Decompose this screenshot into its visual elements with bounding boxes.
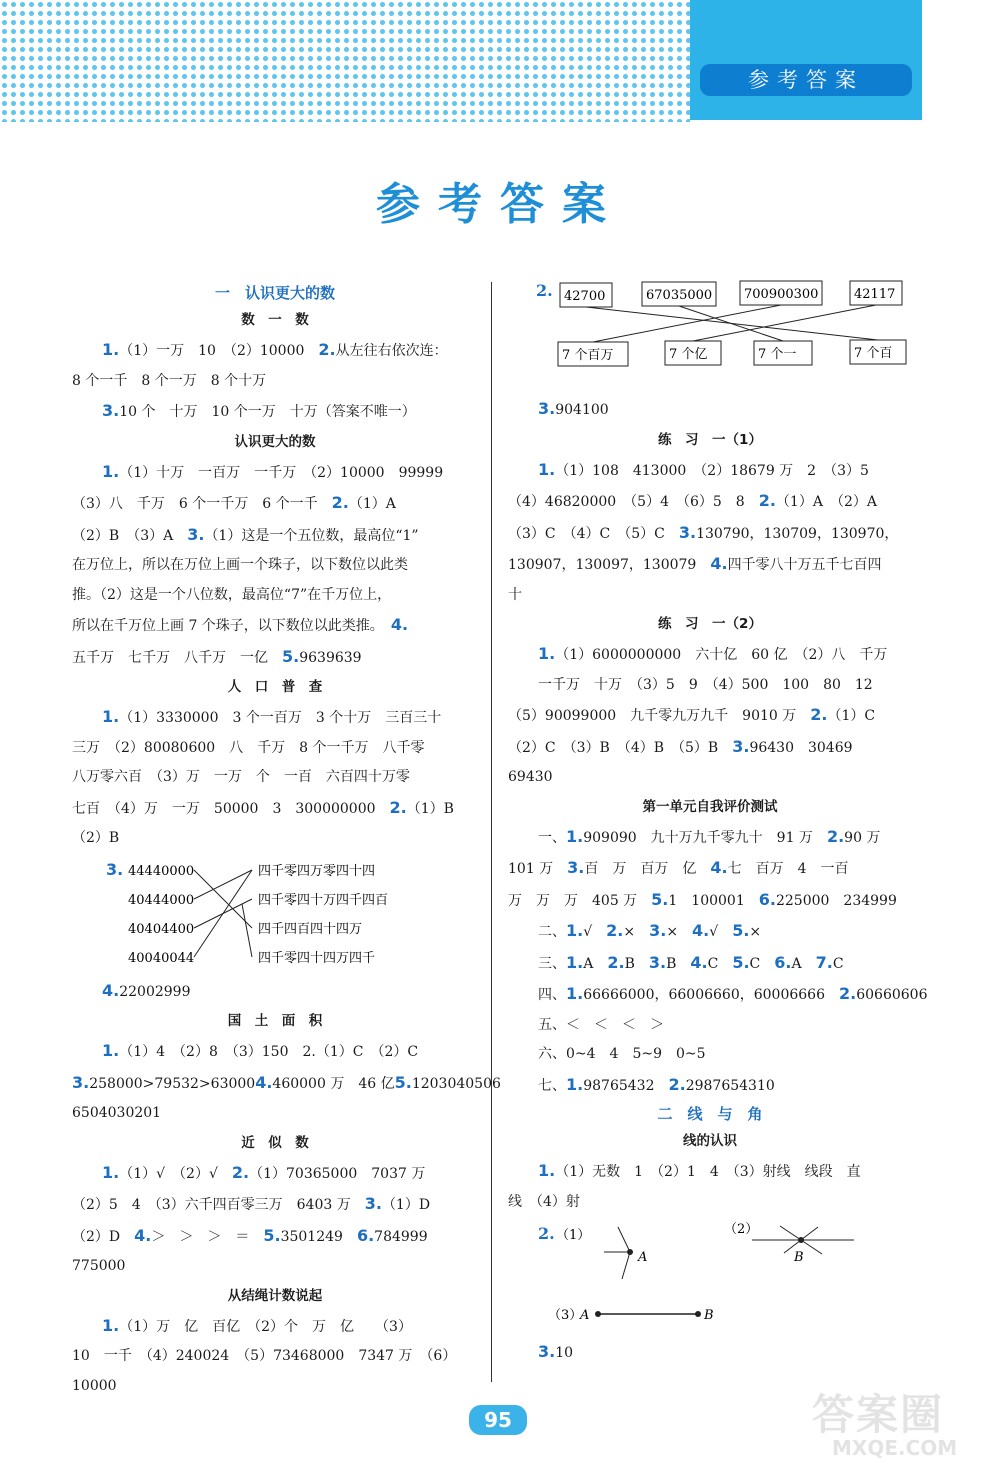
match-right-item: 四千零四万零四十四 [258,863,376,879]
answer-line: （2）5 4 （3）六千四百零三万 6403 万 3.（1）D [72,1194,431,1213]
ray-line [622,1252,630,1279]
subsection-heading: 练 习 一（2） [658,616,762,632]
answer-line: 3.904100 [538,399,609,418]
answer-line: （3）C （4）C （5）C 3.130790，130709，130970， [508,522,899,542]
subsection-heading: 国 土 面 积 [227,1013,323,1029]
point-label: B [794,1250,804,1265]
answer-line: 推。（2）这是一个八位数，最高位“7”在千万位上， [72,586,392,603]
watermark-text: 答案圈 [812,1390,945,1439]
match-line [242,904,252,957]
answer-line: 1.（1）4 （2）8 （3）150 2.（1）C （2）C [102,1041,419,1060]
match-right-item: 四千四百四十四万 [258,921,363,937]
answer-line: 八万零六百 （3）万 一万 个 一百 六百四十万零 [72,769,410,785]
match-left-item: 40444000 [128,892,195,908]
answer-line: 4.22002999 [102,980,191,1000]
answer-line: 六、0~4 4 5~9 0~5 [538,1046,706,1062]
point-a [595,1311,601,1317]
answer-line: 一千万 十万 （3）5 9 （4）500 100 80 12 [538,676,873,693]
answer-line: 1.（1）无数 1 （2）1 4 （3）射线 线段 直 [538,1161,861,1180]
answer-line: （2）D 4.＞ ＞ ＞ ＝ 5.3501249 6.784999 [72,1225,428,1245]
figure-label: （2） [724,1222,759,1237]
section-heading: 二 线 与 角 [657,1105,763,1123]
figure-label: （1） [556,1228,591,1243]
answer-line: 在万位上，所以在万位上画一个珠子，以下数位以此类 [72,557,408,573]
number-box-label: 42700 [564,289,606,304]
question-number: 2. [536,281,553,300]
answer-line: 五千万 七千万 八千万 一亿 5.9639639 [72,646,362,666]
question-number: 2. [538,1224,555,1243]
answer-line: 1.（1）万 亿 百亿 （2）个 万 亿 （3） [102,1315,412,1335]
header-banner [690,0,922,120]
answer-line: 8 个一千 8 个一万 8 个十万 [72,372,267,389]
point-label: A [638,1250,648,1265]
matching-diagram-2 [508,280,912,380]
answer-line: （2）B [72,830,120,846]
match-left-item: 44440000 [128,863,195,879]
answer-line: 3.10 个 十万 10 个一万 十万（答案不唯一） [102,401,416,420]
answer-line: 1.（1）108 413000 （2）18679 万 2 （3）5 [538,459,869,479]
match-left-item: 40404400 [128,921,195,937]
figure-label: （3） [548,1308,583,1323]
match-line [194,870,252,899]
answer-line: 6504030201 [72,1105,162,1121]
answer-line: 所以在千万位上画 7 个珠子，以下数位以此类推。 4. [72,615,409,634]
answer-line: 1.（1）十万 一百万 一千万 （2）10000 99999 [102,461,444,481]
answer-line: 七百 （4）万 一万 50000 3 300000000 2.（1）B [72,797,454,817]
place-box-label: 7 个百 [854,346,893,361]
number-box-label: 700900300 [744,287,819,302]
match-right-item: 四千零四十四万四千 [258,950,376,966]
answer-line: （4）46820000 （5）4 （6）5 8 2.（1）A （2）A [508,491,877,510]
right-column [508,280,928,1369]
answer-line: 二、1.√ 2.× 3.× 4.√ 5.× [538,921,762,940]
answer-line: 130907，130097，130079 4.四千零八十万五千七百四 [508,554,882,573]
question-number: 3. [106,859,124,879]
place-box-label: 7 个亿 [669,347,708,362]
answer-line: 三、1.A 2.B 3.B 4.C 5.C 6.A 7.C [538,952,844,972]
subsection-heading: 从结绳计数说起 [227,1287,323,1304]
answer-line: 1.（1）6000000000 六十亿 60 亿 （2）八 千万 [538,644,888,663]
answer-line: 万 万 万 405 万 5.1 100001 6.225000 234999 [508,889,897,909]
answer-line: 五、＜ ＜ ＜ ＞ [538,1016,664,1033]
answer-line: （5）90099000 九千零九万九千 9010 万 2.（1）C [508,705,876,724]
line-figures [508,1217,912,1337]
point-a [627,1249,633,1255]
subsection-heading: 线的认识 [683,1133,737,1149]
answer-line: （3）八 千万 6 个一千万 6 个一千 2.（1）A [72,493,396,512]
answer-line: 四、1.66666000，66006660，60006666 2.60660606 [538,984,928,1003]
answer-line: 3.10 [538,1342,574,1361]
header-dot-pattern [0,0,690,122]
answer-line: 一、1.909090 九十万九千零九十 91 万 2.90 万 [538,826,881,846]
answer-line: （2）C （3）B （4）B （5）B 3.96430 30469 [508,736,853,756]
answer-line: 1.（1）√ （2）√ 2.（1）70365000 7037 万 [102,1162,426,1182]
watermark-url: MXQE.COM [832,1436,958,1460]
number-box-label: 42117 [854,287,896,302]
page-title: 参考答案 [376,179,624,230]
watermark-logo [812,1382,992,1462]
answer-line: 101 万 3.百 万 百万 亿 4.七 百万 4 一百 [508,858,849,877]
answer-line: 10 一千 （4）240024 （5）73468000 7347 万 （6） [72,1348,457,1364]
answer-line: 七、1.98765432 2.2987654310 [538,1074,775,1094]
match-line [194,870,252,928]
matching-diagram-1 [72,854,478,976]
answer-line: 1.（1）一万 10 （2）10000 2.从左往右依次连： [102,340,448,359]
match-line [693,305,876,341]
answer-line: （2）B （3）A 3.（1）这是一个五位数，最高位“1” [72,524,419,544]
answer-line: 三万 （2）80080600 八 千万 8 个一千万 八千零 [72,739,425,756]
match-right-item: 四千零四十万四千四百 [258,892,389,908]
left-column [72,280,501,1401]
answer-line: 线 （4）射 [508,1193,580,1210]
answer-line: 3.258000>79532>630004.460000 万 46 亿5.1203040506 [72,1072,501,1092]
answer-line: 775000 [72,1258,126,1274]
number-box-label: 67035000 [646,288,713,303]
answer-line: 69430 [508,769,553,785]
section-heading: 一 认识更大的数 [214,284,335,302]
place-box-label: 7 个一 [758,347,797,362]
header-banner-label: 参考答案 [700,64,912,96]
subsection-heading: 第一单元自我评价测试 [642,798,778,815]
column-divider [491,282,492,1382]
ray-line [618,1227,630,1252]
answer-line: 1.（1）3330000 3 个一百万 3 个十万 三百三十 [102,707,442,726]
subsection-heading: 人 口 普 查 [227,679,323,695]
point-label: B [704,1308,714,1323]
point-b [798,1237,804,1243]
place-box-label: 7 个百万 [562,348,614,363]
subsection-heading: 近 似 数 [241,1134,309,1151]
match-line [679,306,783,341]
subsection-heading: 数 一 数 [241,312,309,328]
point-label: A [580,1308,590,1323]
answer-line: 10000 [72,1377,117,1394]
subsection-heading: 认识更大的数 [234,433,316,450]
answer-line: 十 [508,586,522,603]
subsection-heading: 练 习 一（1） [658,431,762,448]
point-b [695,1311,701,1317]
page-number: 95 [469,1405,527,1435]
match-left-item: 40040044 [128,950,195,966]
